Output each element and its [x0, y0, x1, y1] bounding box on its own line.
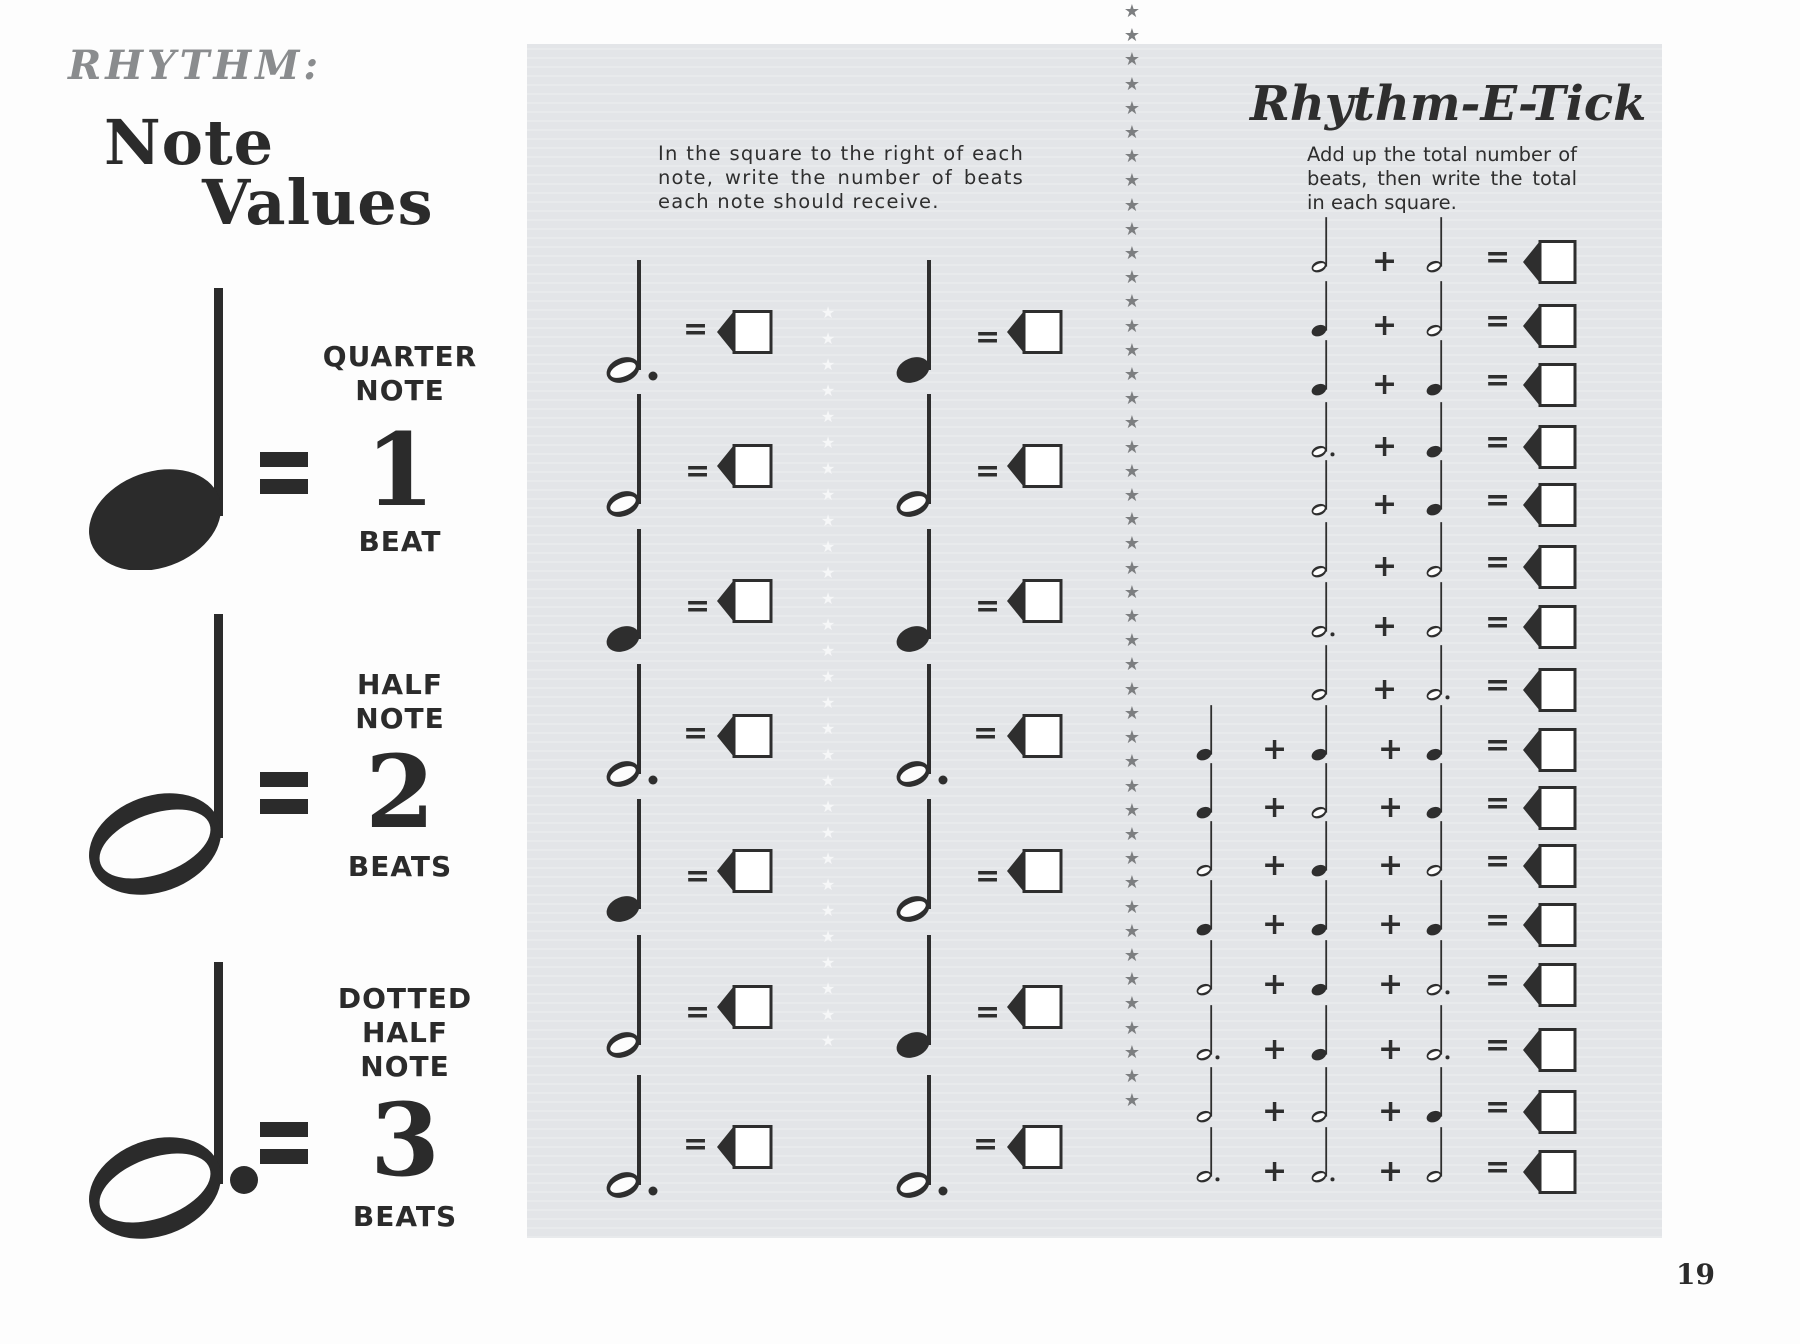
dotted-half-note-icon — [1195, 1004, 1222, 1063]
equals-sign: = — [683, 312, 709, 347]
answer-box[interactable] — [1523, 240, 1577, 288]
note-exercise-item — [893, 933, 1153, 1073]
star-icon: ★ — [1123, 97, 1141, 119]
quarter-note-icon — [1195, 879, 1222, 938]
legend-equals-sign — [260, 1122, 308, 1164]
star-icon: ★ — [820, 927, 836, 946]
equals-sign: = — [975, 859, 1001, 894]
quarter-note-icon — [1310, 820, 1337, 879]
equals-sign: = — [975, 589, 1001, 624]
answer-box[interactable] — [1523, 903, 1577, 951]
quarter-note-icon — [1310, 939, 1337, 998]
quarter-note-icon — [1425, 704, 1452, 763]
star-icon: ★ — [1123, 509, 1141, 531]
plus-sign: + — [1378, 1094, 1404, 1129]
half-note-icon — [1195, 820, 1222, 879]
answer-box[interactable] — [1523, 728, 1577, 776]
equals-sign: = — [685, 454, 711, 489]
equals-sign: = — [1485, 844, 1511, 879]
dotted-half-note-icon — [893, 1073, 953, 1203]
star-icon: ★ — [820, 641, 836, 660]
dotted-half-note-icon — [1310, 1126, 1337, 1185]
star-icon: ★ — [820, 459, 836, 478]
quarter-note-icon — [80, 280, 240, 570]
answer-box[interactable] — [717, 579, 773, 627]
half-note-icon — [1310, 521, 1337, 580]
equals-sign: = — [975, 454, 1001, 489]
star-icon: ★ — [1123, 49, 1141, 71]
star-icon: ★ — [1123, 969, 1141, 991]
star-icon: ★ — [1123, 606, 1141, 628]
quarter-note-icon — [893, 258, 953, 388]
plus-sign: + — [1262, 848, 1288, 883]
note-exercise-item — [893, 392, 1153, 532]
dotted-half-note-icon — [80, 960, 280, 1250]
equals-sign: = — [685, 995, 711, 1030]
note-exercise-item — [893, 662, 1153, 802]
quarter-note-icon — [603, 527, 663, 657]
note-exercise-item — [893, 527, 1153, 667]
star-icon: ★ — [1123, 122, 1141, 144]
star-icon: ★ — [1123, 194, 1141, 216]
quarter-note-icon — [1310, 280, 1337, 339]
star-icon: ★ — [820, 953, 836, 972]
star-icon: ★ — [820, 485, 836, 504]
star-icon: ★ — [1123, 460, 1141, 482]
quarter-note-icon — [1425, 339, 1452, 398]
equals-sign: = — [685, 589, 711, 624]
half-note-icon — [1425, 521, 1452, 580]
note-exercise-item — [893, 797, 1153, 937]
answer-box[interactable] — [717, 1125, 773, 1173]
half-note-icon — [1425, 581, 1452, 640]
star-icon: ★ — [1123, 1, 1141, 22]
star-icon: ★ — [820, 433, 836, 452]
half-note-icon — [1310, 1066, 1337, 1125]
equals-sign: = — [975, 995, 1001, 1030]
half-note-icon — [893, 797, 953, 927]
star-icon: ★ — [820, 901, 836, 920]
half-note-icon — [80, 610, 240, 900]
star-icon: ★ — [1123, 557, 1141, 579]
answer-box[interactable] — [1007, 714, 1063, 762]
star-icon: ★ — [820, 329, 836, 348]
star-icon: ★ — [1123, 799, 1141, 821]
exercise2-title: Rhythm-E-Tick — [1250, 76, 1647, 132]
dotted-half-note-icon — [1425, 1004, 1452, 1063]
plus-sign: + — [1372, 308, 1398, 343]
legend-equals-sign — [260, 452, 308, 494]
answer-box[interactable] — [1007, 444, 1063, 492]
star-icon: ★ — [820, 355, 836, 374]
star-icon: ★ — [1123, 1041, 1141, 1063]
note-exercise-item — [603, 662, 863, 802]
dotted-half-note-icon — [603, 662, 663, 792]
star-icon: ★ — [1123, 702, 1141, 724]
star-icon: ★ — [1123, 25, 1141, 47]
quarter-note-icon — [1425, 459, 1452, 518]
star-icon: ★ — [820, 615, 836, 634]
legend-half — [70, 610, 510, 910]
note-exercise-item — [603, 258, 863, 398]
equals-sign: = — [1485, 728, 1511, 763]
answer-box[interactable] — [717, 444, 773, 492]
note-exercise-item — [603, 797, 863, 937]
legend-unit: BEATS — [347, 850, 453, 883]
star-icon: ★ — [820, 667, 836, 686]
quarter-note-icon — [1425, 401, 1452, 460]
star-icon: ★ — [820, 563, 836, 582]
star-icon: ★ — [1123, 315, 1141, 337]
quarter-note-icon — [1195, 704, 1222, 763]
equals-sign: = — [1485, 363, 1511, 398]
star-icon: ★ — [1123, 73, 1141, 95]
half-note-icon — [1310, 644, 1337, 703]
star-icon: ★ — [1123, 920, 1141, 942]
star-icon: ★ — [820, 407, 836, 426]
star-icon: ★ — [1123, 896, 1141, 918]
dotted-half-note-icon — [603, 1073, 663, 1203]
note-exercise-item — [603, 933, 863, 1073]
dotted-half-note-icon — [1310, 581, 1337, 640]
plus-sign: + — [1372, 609, 1398, 644]
star-icon: ★ — [1123, 267, 1141, 289]
star-icon: ★ — [1123, 291, 1141, 313]
answer-box[interactable] — [1523, 963, 1577, 1011]
star-icon: ★ — [1123, 751, 1141, 773]
equals-sign: = — [1485, 483, 1511, 518]
half-note-icon — [1425, 820, 1452, 879]
note-exercise-item — [603, 527, 863, 667]
equals-sign: = — [1485, 304, 1511, 339]
legend-value: 2 — [365, 733, 435, 851]
exercise1-instructions: In the square to the right of each note, write the number of beats each note should receive. — [658, 142, 1024, 213]
answer-box[interactable] — [1523, 304, 1577, 352]
quarter-note-icon — [603, 797, 663, 927]
half-note-icon — [1310, 762, 1337, 821]
star-icon: ★ — [1123, 485, 1141, 507]
star-icon: ★ — [1123, 218, 1141, 240]
star-icon: ★ — [820, 875, 836, 894]
dotted-half-note-icon — [603, 258, 663, 388]
star-icon: ★ — [820, 303, 836, 322]
legend-name: HALF NOTE — [355, 668, 445, 735]
plus-sign: + — [1378, 1032, 1404, 1067]
plus-sign: + — [1378, 907, 1404, 942]
quarter-note-icon — [1425, 879, 1452, 938]
half-note-icon — [603, 933, 663, 1063]
star-icon: ★ — [820, 849, 836, 868]
half-note-icon — [603, 392, 663, 522]
quarter-note-icon — [1425, 1066, 1452, 1125]
plus-sign: + — [1262, 967, 1288, 1002]
note-exercise-item — [603, 1073, 863, 1213]
answer-box[interactable] — [1007, 849, 1063, 897]
star-icon: ★ — [1123, 364, 1141, 386]
note-exercise-item — [893, 258, 1153, 398]
plus-sign: + — [1378, 1154, 1404, 1189]
section-label: RHYTHM: — [68, 42, 323, 89]
plus-sign: + — [1262, 1032, 1288, 1067]
answer-box[interactable] — [1007, 579, 1063, 627]
star-icon: ★ — [820, 745, 836, 764]
dotted-half-note-icon — [1425, 939, 1452, 998]
half-note-icon — [893, 392, 953, 522]
plus-sign: + — [1378, 967, 1404, 1002]
quarter-note-icon — [1310, 1004, 1337, 1063]
note-exercise-item — [893, 1073, 1153, 1213]
star-icon: ★ — [820, 537, 836, 556]
star-icon: ★ — [1123, 581, 1141, 603]
equals-sign: = — [973, 1127, 999, 1162]
answer-box[interactable] — [717, 310, 773, 358]
star-icon: ★ — [1123, 533, 1141, 555]
plus-sign: + — [1372, 244, 1398, 279]
star-icon: ★ — [1123, 727, 1141, 749]
quarter-note-icon — [1195, 762, 1222, 821]
half-note-icon — [1425, 1126, 1452, 1185]
star-icon: ★ — [1123, 1017, 1141, 1039]
legend-value: 3 — [370, 1081, 440, 1199]
star-icon: ★ — [820, 823, 836, 842]
legend-quarter — [70, 280, 510, 580]
star-icon: ★ — [820, 719, 836, 738]
star-icon: ★ — [1123, 170, 1141, 192]
star-icon: ★ — [1123, 848, 1141, 870]
equals-sign: = — [1485, 1150, 1511, 1185]
half-note-icon — [1195, 939, 1222, 998]
answer-box[interactable] — [717, 714, 773, 762]
star-icon: ★ — [1123, 412, 1141, 434]
legend-unit: BEAT — [358, 525, 442, 558]
equals-sign: = — [1485, 786, 1511, 821]
answer-box[interactable] — [1523, 545, 1577, 593]
quarter-note-icon — [1310, 879, 1337, 938]
answer-box[interactable] — [1523, 363, 1577, 411]
dotted-half-note-icon — [1310, 401, 1337, 460]
star-icon: ★ — [1123, 993, 1141, 1015]
dotted-half-note-icon — [893, 662, 953, 792]
star-icon: ★ — [1123, 1065, 1141, 1087]
equals-sign: = — [685, 859, 711, 894]
plus-sign: + — [1262, 1154, 1288, 1189]
plus-sign: + — [1378, 790, 1404, 825]
star-icon: ★ — [1123, 243, 1141, 265]
star-icon: ★ — [1123, 775, 1141, 797]
half-note-icon — [1195, 1066, 1222, 1125]
star-icon: ★ — [1123, 944, 1141, 966]
quarter-note-icon — [893, 933, 953, 1063]
answer-box[interactable] — [717, 985, 773, 1033]
answer-box[interactable] — [1523, 844, 1577, 892]
half-note-icon — [1310, 459, 1337, 518]
page-title-line2: Values — [202, 166, 434, 239]
page-number: 19 — [1676, 1258, 1715, 1291]
legend-value: 1 — [365, 411, 435, 529]
answer-box[interactable] — [1523, 1028, 1577, 1076]
answer-box[interactable] — [1523, 668, 1577, 716]
equals-sign: = — [1485, 425, 1511, 460]
equals-sign: = — [683, 1127, 709, 1162]
star-icon: ★ — [1123, 146, 1141, 168]
star-icon: ★ — [820, 589, 836, 608]
plus-sign: + — [1262, 907, 1288, 942]
equals-sign: = — [1485, 963, 1511, 998]
star-icon: ★ — [1123, 339, 1141, 361]
plus-sign: + — [1372, 429, 1398, 464]
equals-sign: = — [973, 716, 999, 751]
star-icon: ★ — [820, 979, 836, 998]
equals-sign: = — [1485, 240, 1511, 275]
equals-sign: = — [975, 320, 1001, 355]
plus-sign: + — [1372, 487, 1398, 522]
quarter-note-icon — [1425, 762, 1452, 821]
half-note-icon — [1425, 280, 1452, 339]
legend-unit: BEATS — [352, 1200, 458, 1233]
star-icon: ★ — [1123, 654, 1141, 676]
answer-box[interactable] — [1523, 483, 1577, 531]
dotted-half-note-icon — [1425, 644, 1452, 703]
plus-sign: + — [1378, 848, 1404, 883]
star-icon: ★ — [820, 1005, 836, 1024]
legend-name: DOTTED HALF NOTE — [337, 982, 473, 1083]
equals-sign: = — [1485, 1090, 1511, 1125]
plus-sign: + — [1372, 672, 1398, 707]
dotted-half-note-icon — [1195, 1126, 1222, 1185]
star-icon: ★ — [820, 693, 836, 712]
equals-sign: = — [1485, 903, 1511, 938]
quarter-note-icon — [1310, 704, 1337, 763]
answer-box[interactable] — [1007, 985, 1063, 1033]
plus-sign: + — [1262, 732, 1288, 767]
star-icon: ★ — [1123, 388, 1141, 410]
answer-box[interactable] — [1523, 1150, 1577, 1198]
quarter-note-icon — [893, 527, 953, 657]
legend-name: QUARTER NOTE — [322, 340, 478, 407]
plus-sign: + — [1262, 1094, 1288, 1129]
star-icon: ★ — [1123, 678, 1141, 700]
equals-sign: = — [1485, 668, 1511, 703]
star-icon: ★ — [820, 381, 836, 400]
answer-box[interactable] — [1523, 605, 1577, 653]
star-icon: ★ — [1123, 823, 1141, 845]
half-note-icon — [1425, 216, 1452, 275]
plus-sign: + — [1378, 732, 1404, 767]
star-icon: ★ — [1123, 436, 1141, 458]
half-note-icon — [1310, 216, 1337, 275]
equals-sign: = — [683, 716, 709, 751]
answer-box[interactable] — [1523, 786, 1577, 834]
star-icon: ★ — [820, 797, 836, 816]
star-icon: ★ — [1123, 1090, 1141, 1112]
page-title-line1: Note — [104, 106, 275, 179]
answer-box[interactable] — [1007, 1125, 1063, 1173]
star-icon: ★ — [820, 1031, 836, 1050]
answer-box[interactable] — [717, 849, 773, 897]
equals-sign: = — [1485, 605, 1511, 640]
legend-equals-sign — [260, 772, 308, 814]
quarter-note-icon — [1310, 339, 1337, 398]
star-icon: ★ — [1123, 872, 1141, 894]
answer-box[interactable] — [1523, 1090, 1577, 1138]
equals-sign: = — [1485, 545, 1511, 580]
plus-sign: + — [1262, 790, 1288, 825]
star-icon: ★ — [820, 511, 836, 530]
star-icon: ★ — [820, 771, 836, 790]
legend-dotted-half — [70, 960, 510, 1260]
note-exercise-item — [603, 392, 863, 532]
plus-sign: + — [1372, 549, 1398, 584]
equals-sign: = — [1485, 1028, 1511, 1063]
answer-box[interactable] — [1523, 425, 1577, 473]
star-icon: ★ — [1123, 630, 1141, 652]
answer-box[interactable] — [1007, 310, 1063, 358]
exercise2-instructions: Add up the total number of beats, then write the total in each square. — [1307, 143, 1577, 214]
plus-sign: + — [1372, 367, 1398, 402]
